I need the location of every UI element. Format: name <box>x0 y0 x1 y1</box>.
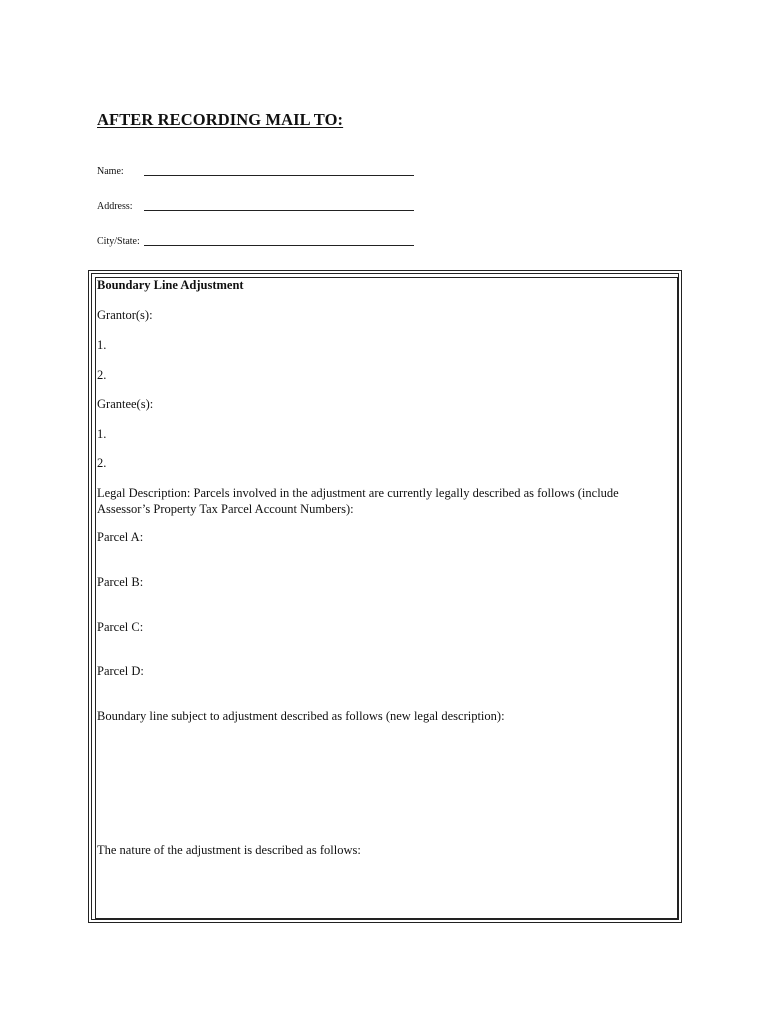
parcel-c-label: Parcel C: <box>97 620 144 634</box>
name-field-line[interactable] <box>144 175 414 176</box>
city-state-label: City/State: <box>97 236 140 247</box>
boundary-line-label: Boundary line subject to adjustment described as follows (new legal description): <box>97 709 505 723</box>
grantor-1: 1. <box>97 338 107 352</box>
parcel-a-label: Parcel A: <box>97 530 144 544</box>
page-title: AFTER RECORDING MAIL TO: <box>97 110 344 129</box>
grantor-2: 2. <box>97 368 107 382</box>
grantees-label: Grantee(s): <box>97 397 154 411</box>
parcel-d-label: Parcel D: <box>97 664 144 678</box>
nature-label: The nature of the adjustment is described as follows: <box>97 843 361 857</box>
grantee-2: 2. <box>97 456 107 470</box>
form-box <box>88 270 682 923</box>
form-title: Boundary Line Adjustment <box>97 278 244 292</box>
name-label: Name: <box>97 166 124 177</box>
city-state-field-line[interactable] <box>144 245 414 246</box>
grantee-1: 1. <box>97 427 107 441</box>
parcel-b-label: Parcel B: <box>97 575 144 589</box>
form-box-border-inner2 <box>95 277 678 919</box>
address-field-line[interactable] <box>144 210 414 211</box>
grantors-label: Grantor(s): <box>97 308 153 322</box>
address-label: Address: <box>97 201 133 212</box>
legal-description: Legal Description: Parcels involved in the adjustment are currently legally described as follows (include Assessor’s Property Tax Parcel Account Numbers): <box>97 486 619 516</box>
